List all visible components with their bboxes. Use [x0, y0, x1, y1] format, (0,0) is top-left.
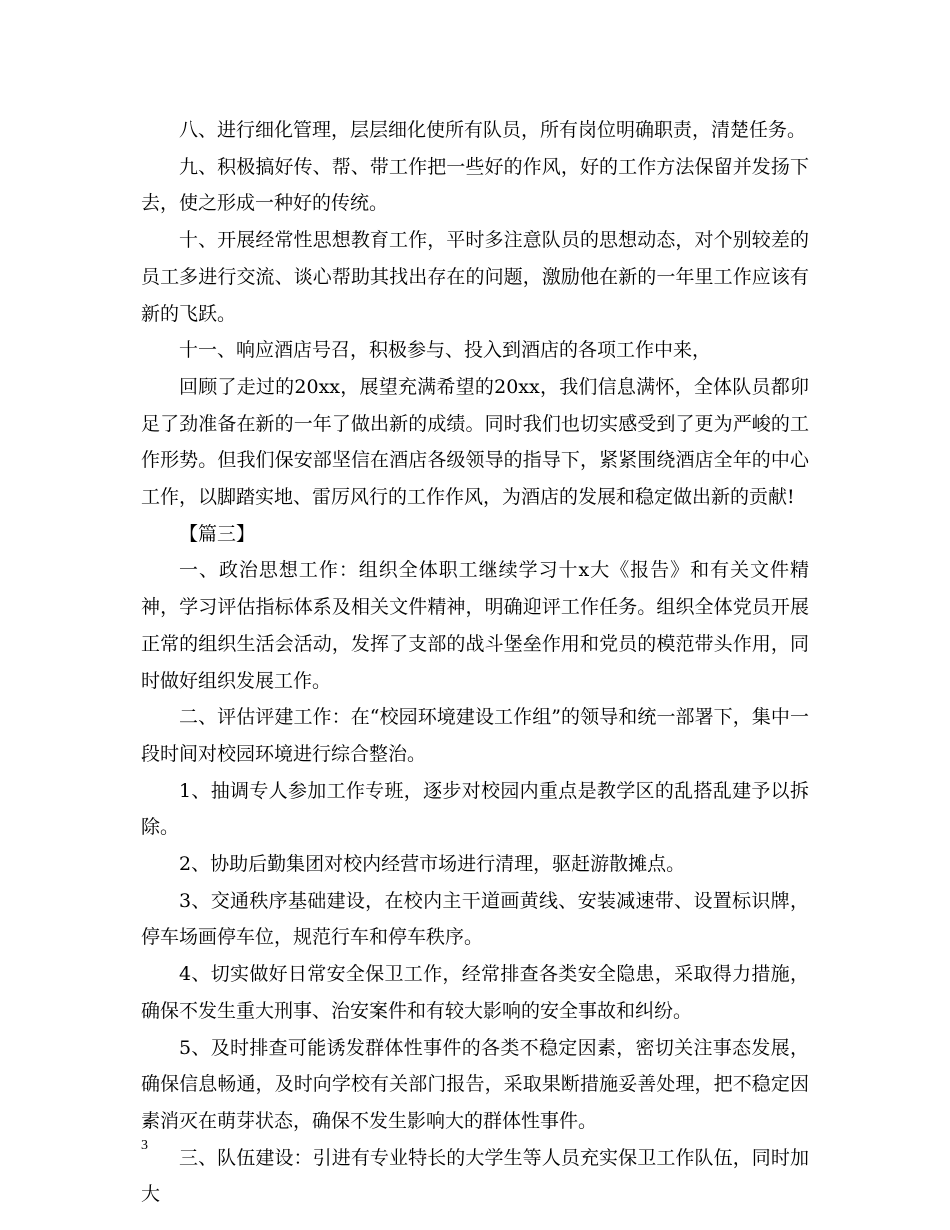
paragraph: 二、评估评建工作：在“校园环境建设工作组”的领导和统一部署下，集中一段时间对校园环境进行综合整治。: [141, 706, 809, 765]
list-item: 3、交通秩序基础建设，在校内主干道画黄线、安装减速带、设置标识牌，停车场画停车位，规范行车和停车秩序。: [141, 889, 809, 949]
paragraph: 八、进行细化管理，层层细化使所有队员，所有岗位明确职责，清楚任务。: [179, 119, 807, 141]
paragraph: 九、积极搞好传、帮、带工作把一些好的作风，好的工作方法保留并发扬下去，使之形成一种好的传统。: [141, 155, 809, 215]
paragraph: 十、开展经常性思想教育工作，平时多注意队员的思想动态，对个别较差的员工多进行交流、谈心帮助其找出存在的问题，激励他在新的一年里工作应该有新的飞跃。: [141, 229, 809, 325]
list-item: 1、抽调专人参加工作专班，逐步对校园内重点是教学区的乱搭乱建予以拆除。: [141, 779, 809, 839]
list-item: 5、及时排查可能诱发群体性事件的各类不稳定因素，密切关注事态发展，确保信息畅通，及时向学校有关部门报告，采取果断措施妥善处理，把不稳定因素消灭在萌芽状态，确保不发生影响大的群体性事件。: [141, 1036, 809, 1132]
paragraph: 回顾了走过的20xx，展望充满希望的20xx，我们信息满怀，全体队员都卯足了劲准备在新的一年了做出新的成绩。同时我们也切实感受到了更为严峻的工作形势。但我们保安部坚信在酒店各级领导的指导下，紧紧围绕酒店全年的中心工作，以脚踏实地、雷厉风行的工作作风，为酒店的发展和稳定做出新的贡献!: [141, 375, 809, 509]
paragraph: 三、队伍建设：引进有专业特长的大学生等人员充实保卫工作队伍，同时加大: [141, 1146, 809, 1206]
paragraph: 十一、响应酒店号召，积极参与、投入到酒店的各项工作中来，: [179, 339, 712, 362]
paragraph: 一、政治思想工作：组织全体职工继续学习十x大《报告》和有关文件精神，学习评估指标体系及相关文件精神，明确迎评工作任务。组织全体党员开展正常的组织生活会活动，发挥了支部的战斗堡垒作用和党员的模范带头作用，同时做好组织发展工作。: [141, 559, 809, 692]
list-item: 4、切实做好日常安全保卫工作，经常排查各类安全隐患，采取得力措施，确保不发生重大刑事、治安案件和有较大影响的安全事故和纠纷。: [141, 963, 809, 1022]
page-number: 3: [141, 1138, 148, 1153]
section-heading: 【篇三】: [179, 522, 256, 545]
document-body: [141, 112, 809, 1213]
list-item: 2、协助后勤集团对校内经营市场进行清理，驱赶游散摊点。: [179, 853, 686, 876]
